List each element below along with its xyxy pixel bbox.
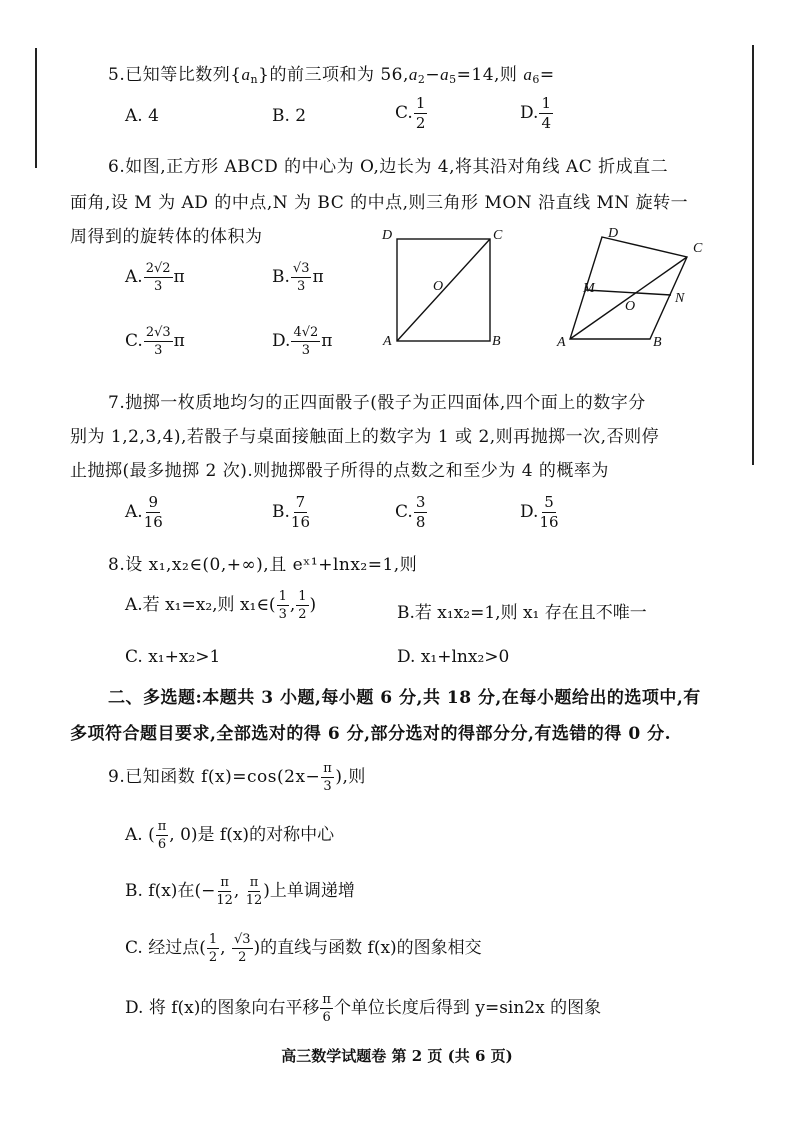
q7-option-d: D. $\frac{5}{16}$ [520,493,559,531]
q9-option-b: B. f(x)在(− $\frac{\pi}{12}$ , $\frac{\pi}{12}$ )上单调递增 [125,875,355,908]
q6-option-b: B. $\frac{√3}{3}$ π [272,261,324,294]
q5-option-d: D. $\frac{1}{4}$ [520,94,551,132]
left-margin-line [35,48,37,168]
label-a: A [383,334,392,349]
q6-option-c: C. $\frac{2√3}{3}$ π [125,325,185,358]
q7-option-a: A. $\frac{9}{16}$ [125,493,163,531]
q5-option-c: C. $\frac{1}{2}$ [395,94,426,132]
q8-option-c: C. x₁+x₂>1 [125,647,221,667]
section-2-line-1: 二、多选题:本题共 3 小题,每小题 6 分,共 18 分,在每小题给出的选项中,有 [108,688,701,708]
q9-option-d: D. 将 f(x)的图象向右平移 $\frac{\pi}{6}$ 个单位长度后得到 y=sin2x 的图象 [125,992,602,1025]
q8-option-b: B.若 x₁x₂=1,则 x₁ 存在且不唯一 [397,603,647,623]
q8-stem: 8.设 x₁,x₂∈(0,+∞),且 eˣ¹+lnx₂=1,则 [108,555,418,575]
q7-line-1: 7.抛掷一枚质地均匀的正四面骰子(骰子为正四面体,四个面上的数字分 [108,393,646,413]
q6-line-2: 面角,设 M 为 AD 的中点,N 为 BC 的中点,则三角形 MON 沿直线 MN 旋转一 [70,193,689,213]
fig2-label-b: B [653,335,662,350]
fig2-label-o: O [625,299,636,314]
label-d: D [382,228,393,243]
fig2-label-m: M [583,281,595,296]
label-o: O [433,279,444,294]
q8-option-d: D. x₁+lnx₂>0 [397,647,510,667]
q7-option-c: C. $\frac{3}{8}$ [395,493,426,531]
figure-folded [555,222,715,352]
q6-line-3: 周得到的旋转体的体积为 [70,227,263,247]
fig2-label-a: A [557,335,566,350]
figure-square [380,225,510,350]
fig2-label-c: C [693,241,703,256]
folded-diagonal-ac [570,257,687,339]
q6-option-a: A. $\frac{2√2}{3}$ π [125,261,185,294]
q9-option-a: A. ( $\frac{\pi}{6}$ , 0)是 f(x)的对称中心 [125,819,335,852]
fig2-label-d: D [608,226,619,241]
q7-line-3: 止抛掷(最多抛掷 2 次).则抛掷骰子所得的点数之和至少为 4 的概率为 [70,461,609,481]
q5-option-b: B. 2 [272,106,307,126]
right-margin-line [752,45,754,465]
segment-mn [586,290,671,295]
q7-option-b: B. $\frac{7}{16}$ [272,493,310,531]
q6-line-1: 6.如图,正方形 ABCD 的中心为 O,边长为 4,将其沿对角线 AC 折成直二 [108,157,669,177]
section-2-line-2: 多项符合题目要求,全部选对的得 6 分,部分选对的得部分分,有选错的得 0 分. [70,724,672,744]
q9-option-c: C. 经过点( $\frac{1}{2}$ , $\frac{√3}{2}$ )的直线与函数 f(x)的图象相交 [125,932,482,965]
q5-stem: 5.已知等比数列$\{a_n\}$的前三项和为 $56,a_2-a_5=14$,则 $a_6=$ [108,65,555,86]
fig2-label-n: N [675,291,685,306]
label-c: C [493,228,503,243]
q5-option-a: A. 4 [125,106,159,126]
page-footer: 高三数学试题卷 第 2 页 (共 6 页) [281,1047,513,1065]
q9-stem: 9.已知函数 f(x)=cos(2x− $\frac{\pi}{3}$ ),则 [108,761,366,794]
q8-option-a: A.若 x₁=x₂,则 x₁∈( $\frac{1}{3}$ , $\frac{1}{2}$ ) [125,589,317,622]
q7-line-2: 别为 1,2,3,4),若骰子与桌面接触面上的数字为 1 或 2,则再抛掷一次,否则停 [70,427,660,447]
diagonal-ac [397,239,490,341]
label-b: B [492,334,501,349]
q6-option-d: D. $\frac{4√2}{3}$ π [272,325,333,358]
